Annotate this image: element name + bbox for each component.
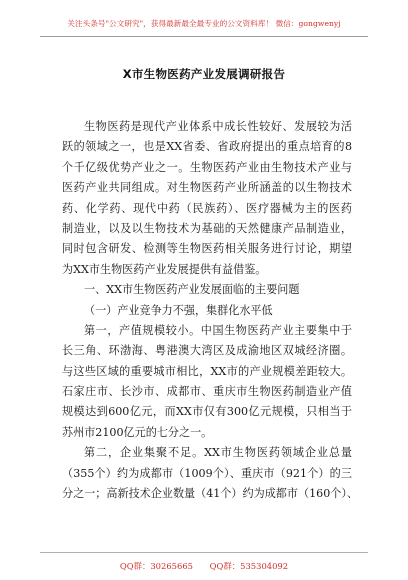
paragraph-line: 生物医药是现代产业体系中成长性较好、发展较为活 <box>84 120 352 133</box>
paragraph-line: 第二，企业集聚不足。XX市生物医药领域企业总量 <box>84 446 352 460</box>
paragraph-line: 规模达到600亿元，而XX市仅有300亿元规模，只相当于 <box>62 405 352 419</box>
paragraph-line: 跃的领域之一，也是XX省委、省政府提出的重点培育的8 <box>62 140 352 154</box>
document-title: X市生物医药产业发展调研报告 <box>122 67 286 81</box>
subsection-heading: （一）产业竞争力不强，集群化水平低 <box>84 303 273 317</box>
header-promo-text: 关注头条号"公文研究"，获得最新最全最专业的公文资料库！ 微信：gongwenyj <box>67 19 341 28</box>
paragraph-line: 个千亿级优势产业之一。生物医药产业由生物技术产业与 <box>62 160 352 174</box>
footer-qq-group-2: QQ群：535304092 <box>209 561 289 571</box>
paragraph-line: 苏州市2100亿元的七分之一。 <box>62 425 213 439</box>
paragraph-line: 医药产业共同组成。对生物医药产业所涵盖的以生物技术 <box>62 181 352 195</box>
paragraph-line: 与这些区域的重要城市相比，XX市的产业规模差距较大。 <box>62 364 352 378</box>
section-heading: 一、XX市生物医药产业发展面临的主要问题 <box>84 283 300 297</box>
paragraph-line: 分之一；高新技术企业数量（41个）约为成都市（160个）、 <box>62 487 358 501</box>
paragraph-line: 第一，产值规模较小。中国生物医药产业主要集中于 <box>84 323 352 337</box>
footer-qq-group-1: QQ群：30265665 <box>119 561 193 571</box>
paragraph-line: 为XX市生物医药产业发展提供有益借鉴。 <box>62 262 267 276</box>
paragraph-line: 药、化学药、现代中药（民族药）、医疗器械为主的医药 <box>62 201 352 215</box>
page-header <box>40 10 368 37</box>
paragraph-line: 石家庄市、长沙市、成都市、重庆市生物医药制造业产值 <box>62 385 352 399</box>
footer-divider <box>40 552 368 553</box>
paragraph-line: 同时包含研发、检测等生物医药相关服务进行讨论，期望 <box>62 242 352 256</box>
document-body <box>62 117 358 504</box>
paragraph-line: 制造业，以及以生物技术为基础的天然健康产品制造业， <box>62 221 352 235</box>
paragraph-line: （355个）约为成都市（1009个）、重庆市（921个）的三 <box>62 466 352 480</box>
paragraph-line: 长三角、环渤海、粤港澳大湾区及成渝地区双城经济圈。 <box>62 344 352 358</box>
page-footer <box>0 560 408 572</box>
